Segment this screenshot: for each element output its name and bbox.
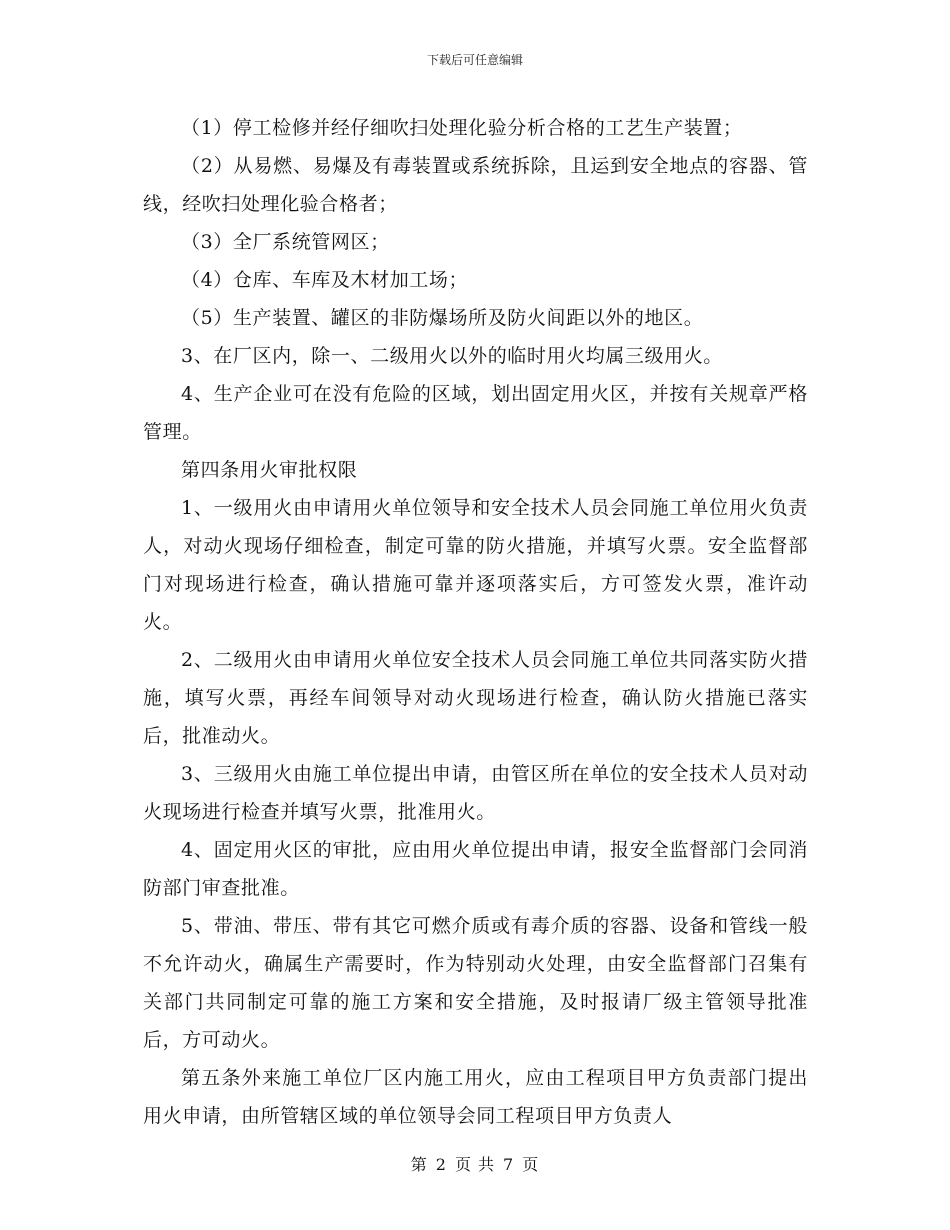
paragraph-item-5: （5）生产装置、罐区的非防爆场所及防火间距以外的地区。 [181, 307, 704, 329]
footer-middle: 页 共 [454, 1155, 496, 1174]
footer-total-pages: 7 [503, 1155, 515, 1174]
paragraph-clause-3: 3、在厂区内，除一、二级用火以外的临时用火均属三级用火。 [181, 345, 723, 367]
paragraph-item-1: （1）停工检修并经仔细吹扫处理化验分析合格的工艺生产装置； [181, 117, 743, 139]
document-body [143, 109, 808, 1135]
paragraph-item-4: （4）仓库、车库及木材加工场； [181, 269, 469, 291]
paragraph-item-3: （3）全厂系统管网区； [181, 231, 390, 253]
paragraph-approval-level-2: 2、二级用火由申请用火单位安全技术人员会同施工单位共同落实防火措施，填写火票，再经车间领导对动火现场进行检查，确认防火措施已落实后，批准动火。 [143, 649, 808, 747]
paragraph-approval-special: 5、带油、带压、带有其它可燃介质或有毒介质的容器、设备和管线一般不允许动火，确属生产需要时，作为特别动火处理，由安全监督部门召集有关部门共同制定可靠的施工方案和安全措施，及时报请厂级主管领导批准后，方可动火。 [143, 915, 808, 1051]
footer-prefix: 第 [410, 1155, 428, 1174]
footer-suffix: 页 [522, 1155, 540, 1174]
paragraph-item-2: （2）从易燃、易爆及有毒装置或系统拆除，且运到安全地点的容器、管线，经吹扫处理化验合格者； [143, 155, 808, 215]
section-heading-article-4: 第四条用火审批权限 [181, 459, 358, 481]
paragraph-approval-fixed-area: 4、固定用火区的审批，应由用火单位提出申请，报安全监督部门会同消防部门审查批准。 [143, 839, 808, 899]
footer-page-number: 2 [435, 1155, 447, 1174]
paragraph-approval-level-3: 3、三级用火由施工单位提出申请，由管区所在单位的安全技术人员对动火现场进行检查并填写火票，批准用火。 [143, 763, 808, 823]
page-footer [0, 1154, 950, 1176]
paragraph-article-5: 第五条外来施工单位厂区内施工用火，应由工程项目甲方负责部门提出用火申请，由所管辖区域的单位领导会同工程项目甲方负责人 [143, 1067, 808, 1127]
paragraph-approval-level-1: 1、一级用火由申请用火单位领导和安全技术人员会同施工单位用火负责人，对动火现场仔细检查，制定可靠的防火措施，并填写火票。安全监督部门对现场进行检查，确认措施可靠并逐项落实后，方可签发火票，准许动火。 [143, 497, 808, 633]
page-header: 下载后可任意编辑 [426, 53, 523, 67]
paragraph-clause-4: 4、生产企业可在没有危险的区域，划出固定用火区，并按有关规章严格管理。 [143, 383, 808, 443]
